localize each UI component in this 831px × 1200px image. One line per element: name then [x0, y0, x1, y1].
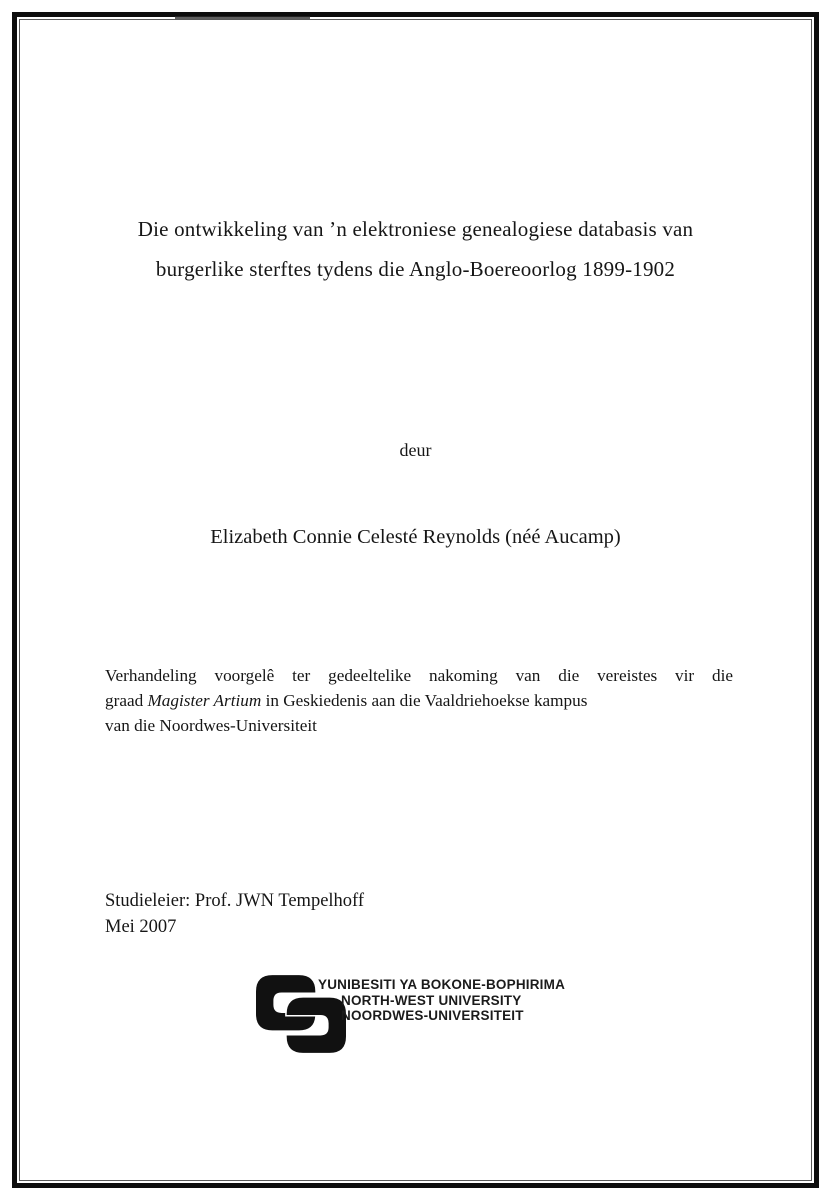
university-logo-text [318, 977, 565, 1024]
supervisor-line: Studieleier: Prof. JWN Tempelhoff [105, 891, 365, 911]
degree-statement-line2 [105, 688, 733, 713]
logo-text-setswana: YUNIBESITI YA BOKONE-BOPHIRIMA [318, 977, 566, 992]
author-name: Elizabeth Connie Celesté Reynolds (néé Aucamp) [210, 526, 621, 548]
degree-name-italic: Magister Artium [147, 691, 262, 710]
scan-artifact [175, 16, 310, 19]
thesis-title-line2: burgerlike sterftes tydens die Anglo-Boereoorlog 1899-1902 [155, 257, 676, 281]
supervisor-block [105, 889, 364, 940]
date-line: Mei 2007 [105, 916, 177, 937]
thesis-title-line1: Die ontwikkeling van ’n elektroniese genealogiese databasis van [137, 217, 694, 241]
degree-statement-line2-prefix: graad [105, 691, 148, 710]
degree-statement-line3: van die Noordwes-Universiteit [105, 716, 317, 735]
degree-statement [105, 663, 733, 738]
byline-label: deur [399, 440, 432, 460]
university-logo [256, 972, 565, 1054]
degree-statement-line2-suffix: in Geskiedenis aan die Vaaldriehoekse kampus [261, 691, 588, 710]
degree-statement-line1: Verhandeling voorgelê ter gedeeltelike nakoming van die vereistes vir die [105, 666, 733, 685]
logo-text-english: NORTH-WEST UNIVERSITY [341, 992, 522, 1008]
thesis-title [40, 209, 791, 289]
logo-text-afrikaans: NOORDWES-UNIVERSITEIT [341, 1008, 524, 1024]
